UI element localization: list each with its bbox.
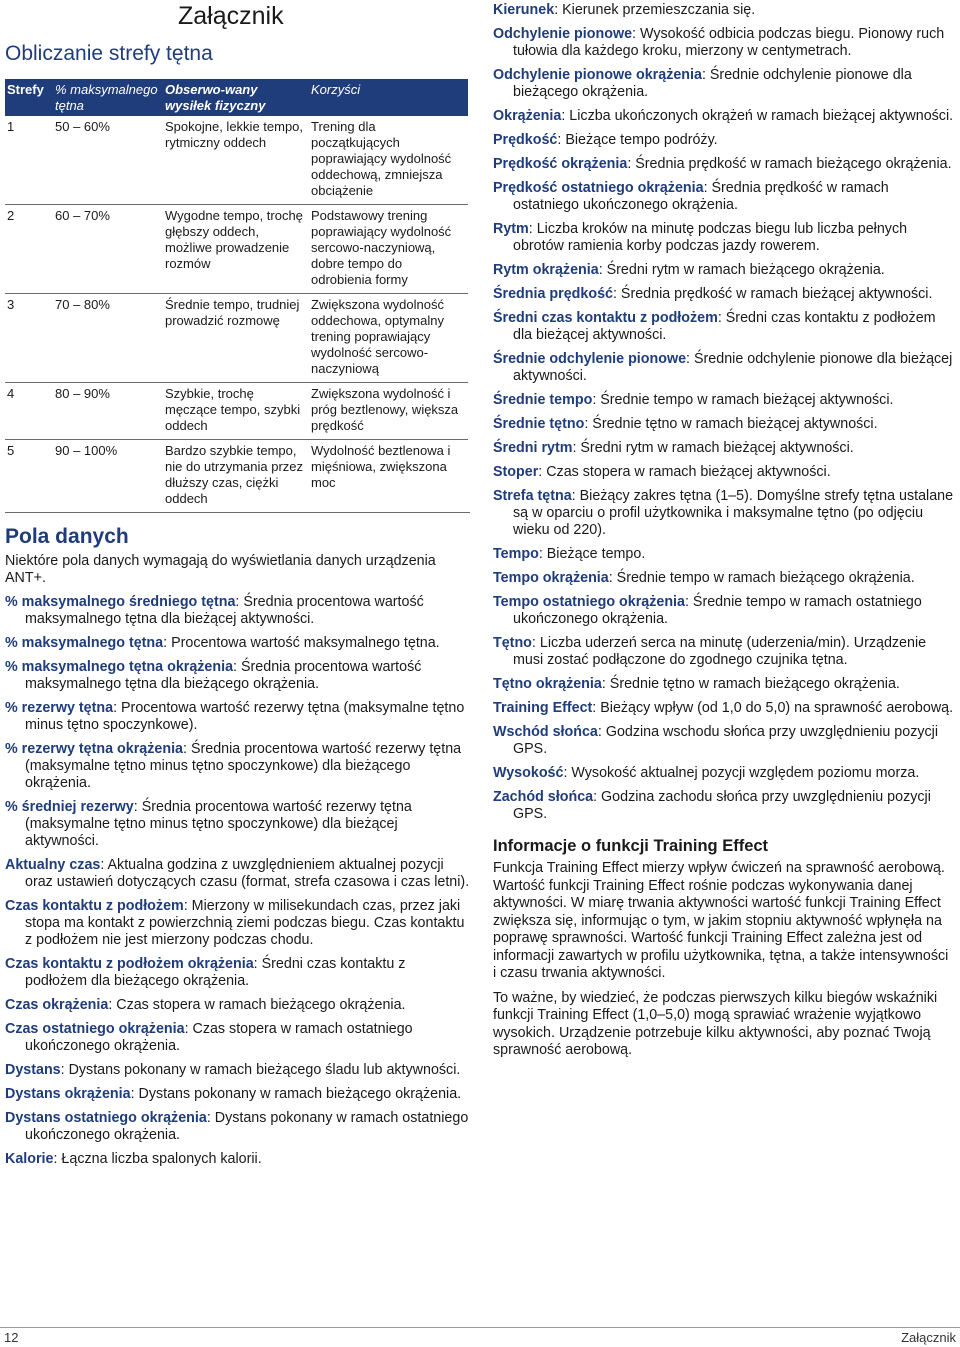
- data-field-description: : Średnia procentowa wartość rezerwy tętna (maksymalne tętno minus tętno spoczynkowe) dla bieżącej aktywności.: [25, 799, 412, 849]
- data-field-description: : Średnia prędkość w ramach bieżącego okrążenia.: [627, 156, 952, 172]
- data-field-term: Tętno: [493, 635, 532, 651]
- data-field-term: Training Effect: [493, 700, 593, 716]
- data-field-description: : Średni czas kontaktu z podłożem dla bieżącej aktywności.: [513, 310, 936, 343]
- data-field-entry: [493, 546, 955, 563]
- data-field-entry: [493, 351, 955, 385]
- data-field-entry: [493, 392, 955, 409]
- data-field-term: % maksymalnego tętna okrążenia: [5, 659, 234, 675]
- table-row: [5, 205, 468, 294]
- data-field-entry: [493, 108, 955, 125]
- data-field-term: % rezerwy tętna: [5, 700, 114, 716]
- table-row: [5, 116, 468, 205]
- percent-cell: 70 – 80%: [55, 297, 110, 312]
- page-number: 12: [4, 1330, 19, 1345]
- data-field-entry: [5, 1062, 470, 1079]
- data-field-term: Tempo okrążenia: [493, 570, 609, 586]
- data-field-description: : Bieżący wpływ (od 1,0 do 5,0) na sprawność aerobową.: [592, 700, 954, 716]
- data-field-description: : Procentowa wartość rezerwy tętna (maksymalne tętno minus tętno spoczynkowe).: [25, 700, 465, 733]
- data-field-entry: [493, 156, 955, 173]
- data-field-term: Prędkość okrążenia: [493, 156, 628, 172]
- data-field-term: Strefa tętna: [493, 488, 572, 504]
- data-field-entry: [5, 898, 470, 949]
- data-field-entry: [493, 765, 955, 782]
- percent-cell: 50 – 60%: [55, 119, 110, 134]
- benefit-cell: Zwiększona wydolność i próg beztlenowy, większa prędkość: [311, 386, 459, 433]
- data-field-entry: [493, 464, 955, 481]
- data-field-description: : Średnie tempo w ramach ostatniego ukończonego okrążenia.: [513, 594, 922, 627]
- zone-cell: 2: [7, 208, 15, 223]
- data-field-entry: [5, 1110, 470, 1144]
- data-field-term: Średni czas kontaktu z podłożem: [493, 310, 718, 326]
- data-field-term: Wschód słońca: [493, 724, 598, 740]
- data-field-description: : Bieżący zakres tętna (1–5). Domyślne strefy tętna ustalane są w oparciu o profil użytkownika i maksymalne tętno (po odjęciu wieku od 220).: [513, 488, 954, 538]
- data-field-term: Dystans: [5, 1062, 61, 1078]
- effort-cell: Wygodne tempo, trochę głębszy oddech, możliwe prowadzenie rozmów: [165, 208, 303, 271]
- data-field-description: : Mierzony w milisekundach czas, przez jaki stopa ma kontakt z powierzchnią ziemi podczas biegu. Czas kontaktu z podłożem nie jest mierzony podczas chodu.: [25, 898, 465, 948]
- data-field-entry: [493, 570, 955, 587]
- data-field-entry: [493, 676, 955, 693]
- data-field-description: : Średnie tempo w ramach bieżącej aktywności.: [592, 392, 894, 408]
- data-field-description: : Wysokość aktualnej pozycji względem poziomu morza.: [563, 765, 920, 781]
- effort-cell: Szybkie, trochę męczące tempo, szybki oddech: [165, 386, 301, 433]
- data-field-entry: [493, 635, 955, 669]
- data-field-term: Odchylenie pionowe: [493, 26, 633, 42]
- data-field-term: Czas ostatniego okrążenia: [5, 1021, 185, 1037]
- data-field-term: Rytm: [493, 221, 529, 237]
- data-field-description: : Dystans pokonany w ramach ostatniego ukończonego okrążenia.: [25, 1110, 469, 1143]
- data-field-entry: [5, 1151, 470, 1168]
- data-field-term: Tempo ostatniego okrążenia: [493, 594, 685, 610]
- data-field-entry: [493, 594, 955, 628]
- data-field-description: : Średni czas kontaktu z podłożem dla bieżącego okrążenia.: [25, 956, 406, 989]
- benefit-cell: Podstawowy trening poprawiający wydolność sercowo-naczyniową, dobre tempo do odrobienia formy: [311, 208, 452, 287]
- data-field-term: Rytm okrążenia: [493, 262, 599, 278]
- data-field-description: : Procentowa wartość maksymalnego tętna.: [163, 635, 440, 651]
- data-field-entry: [493, 310, 955, 344]
- data-field-description: : Średnie tętno w ramach bieżącej aktywności.: [584, 416, 878, 432]
- data-field-entry: [493, 262, 955, 279]
- data-field-description: : Średni rytm w ramach bieżącego okrążenia.: [598, 262, 885, 278]
- data-field-description: : Bieżące tempo podróży.: [557, 132, 718, 148]
- footer-label: Załącznik: [901, 1330, 956, 1345]
- data-field-description: : Średnia prędkość w ramach ostatniego ukończonego okrążenia.: [513, 180, 889, 213]
- data-field-description: : Średnia procentowa wartość maksymalnego tętna dla bieżącego okrążenia.: [25, 659, 422, 692]
- data-field-term: % maksymalnego tętna: [5, 635, 164, 651]
- page-header-title: Załącznik: [178, 2, 284, 30]
- data-field-term: Prędkość ostatniego okrążenia: [493, 180, 704, 196]
- percent-cell: 80 – 90%: [55, 386, 110, 401]
- data-field-description: : Wysokość odbicia podczas biegu. Pionowy ruch tułowia dla każdego kroku, mierzony w centymetrach.: [513, 26, 945, 59]
- column-header-effort: Obserwo-wany wysiłek fizyczny: [165, 82, 266, 113]
- data-field-entry: [5, 635, 470, 652]
- data-field-term: Okrążenia: [493, 108, 562, 124]
- effort-cell: Bardzo szybkie tempo, nie do utrzymania przez dłuższy czas, ciężki oddech: [165, 443, 304, 506]
- data-field-term: Czas kontaktu z podłożem: [5, 898, 184, 914]
- training-effect-paragraph-1: Funkcja Training Effect mierzy wpływ ćwiczeń na sprawność aerobową. Wartość funkcji Training Effect rośnie podczas wykonywania danej aktywności. W miarę trwania aktywności wartość funkcji Training Effect zwiększa się, informując o tym, w jakim stopniu aktywność wpłynęła na poprawę sprawności. Wartość funkcji Training Effect zależna jest od informacji zawartych w profilu użytkownika, tętna, a także intensywności i czasu trwania aktywności.: [493, 860, 949, 981]
- benefit-cell: Trening dla początkujących poprawiający wydolność oddechową, zmniejsza obciążenie: [311, 119, 452, 198]
- zones-table-wrapper: [5, 79, 470, 513]
- data-field-description: : Średnie tętno w ramach bieżącego okrążenia.: [601, 676, 900, 692]
- data-field-term: Zachód słońca: [493, 789, 594, 805]
- effort-cell: Średnie tempo, trudniej prowadzić rozmowę: [165, 297, 300, 328]
- data-field-description: : Średnia procentowa wartość rezerwy tętna (maksymalne tętno minus tętno spoczynkowe) dla bieżącego okrążenia.: [25, 741, 462, 791]
- data-field-term: Dystans ostatniego okrążenia: [5, 1110, 207, 1126]
- data-field-entry: [493, 221, 955, 255]
- data-field-entry: [5, 1021, 470, 1055]
- data-field-description: : Czas stopera w ramach bieżącej aktywności.: [538, 464, 831, 480]
- data-field-entry: [5, 741, 470, 792]
- data-field-entry: [493, 789, 955, 823]
- data-field-description: : Dystans pokonany w ramach bieżącego śladu lub aktywności.: [60, 1062, 461, 1078]
- data-field-entry: [5, 700, 470, 734]
- data-field-term: Średnia prędkość: [493, 286, 613, 302]
- data-field-term: Tempo: [493, 546, 539, 562]
- data-field-term: Tętno okrążenia: [493, 676, 602, 692]
- data-field-entry: [493, 488, 955, 539]
- data-field-term: % średniej rezerwy: [5, 799, 134, 815]
- data-field-description: : Aktualna godzina z uwzględnieniem aktualnej pozycji oraz ustawień dotyczących czasu (format, strefa czasowa i czas letni).: [25, 857, 470, 890]
- training-effect-title: Informacje o funkcji Training Effect: [493, 837, 769, 855]
- data-field-entry: [493, 724, 955, 758]
- data-field-entry: [493, 416, 955, 433]
- fields-intro: Niektóre pola danych wymagają do wyświetlania danych urządzenia ANT+.: [5, 553, 436, 586]
- data-field-description: : Liczba kroków na minutę podczas biegu lub liczba pełnych obrotów ramienia korby podczas jazdy rowerem.: [513, 221, 908, 254]
- data-field-entry: [5, 857, 470, 891]
- data-field-entry: [5, 799, 470, 850]
- data-field-term: Średnie tempo: [493, 392, 593, 408]
- data-field-entry: [493, 132, 955, 149]
- table-row: [5, 294, 468, 383]
- data-field-term: Czas kontaktu z podłożem okrążenia: [5, 956, 254, 972]
- data-field-description: : Średnia procentowa wartość maksymalnego tętna dla bieżącej aktywności.: [25, 594, 424, 627]
- data-field-term: Prędkość: [493, 132, 558, 148]
- left-column: [5, 42, 470, 1175]
- data-field-description: : Łączna liczba spalonych kalorii.: [53, 1151, 262, 1167]
- training-effect-paragraph-2: To ważne, by wiedzieć, że podczas pierwszych kilku biegów wskaźniki funkcji Training Effect (1,0–5,0) mogą sprawiać wrażenie wyjątkowo wysokich. Urządzenie potrzebuje kilku aktywności, aby poznać Twoją sprawność aerobową.: [493, 989, 938, 1058]
- data-field-term: Kierunek: [493, 2, 555, 18]
- data-field-term: Dystans okrążenia: [5, 1086, 131, 1102]
- heart-rate-zones-table: [5, 79, 468, 512]
- zone-cell: 4: [7, 386, 15, 401]
- data-field-description: : Godzina wschodu słońca przy uwzględnieniu pozycji GPS.: [513, 724, 939, 757]
- zone-cell: 1: [7, 119, 15, 134]
- data-field-description: : Średnie tempo w ramach bieżącego okrążenia.: [608, 570, 915, 586]
- data-field-term: % rezerwy tętna okrążenia: [5, 741, 183, 757]
- data-field-description: : Liczba ukończonych okrążeń w ramach bieżącej aktywności.: [561, 108, 954, 124]
- zone-cell: 5: [7, 443, 15, 458]
- data-field-entry: [5, 1086, 470, 1103]
- data-field-entry: [5, 997, 470, 1014]
- zone-cell: 3: [7, 297, 15, 312]
- data-field-term: Średnie odchylenie pionowe: [493, 351, 687, 367]
- data-field-description: : Czas stopera w ramach ostatniego ukończonego okrążenia.: [25, 1021, 413, 1054]
- data-field-entry: [493, 2, 955, 19]
- data-field-description: : Średnie odchylenie pionowe dla bieżącego okrążenia.: [513, 67, 912, 100]
- data-field-term: Odchylenie pionowe okrążenia: [493, 67, 702, 83]
- data-field-description: : Godzina zachodu słońca przy uwzględnieniu pozycji GPS.: [513, 789, 931, 822]
- data-fields-list-right: [493, 2, 955, 823]
- data-field-description: : Liczba uderzeń serca na minutę (uderzenia/min). Urządzenie musi zostać podłączone do zgodnego czujnika tętna.: [513, 635, 927, 668]
- benefit-cell: Wydolność beztlenowa i mięśniowa, zwiększona moc: [311, 443, 451, 490]
- table-row: [5, 440, 468, 513]
- data-field-term: % maksymalnego średniego tętna: [5, 594, 236, 610]
- data-field-description: : Kierunek przemieszczania się.: [554, 2, 756, 18]
- fields-section-title: Pola danych: [5, 525, 129, 548]
- data-field-term: Stoper: [493, 464, 539, 480]
- right-column: [493, 2, 955, 1067]
- column-header-zone: Strefy: [7, 82, 44, 97]
- data-field-term: Średni rytm: [493, 440, 573, 456]
- data-field-entry: [493, 26, 955, 60]
- table-row: [5, 383, 468, 440]
- data-field-description: : Średnie odchylenie pionowe dla bieżącej aktywności.: [513, 351, 953, 384]
- column-header-benefits: Korzyści: [311, 82, 361, 97]
- data-field-description: : Średnia prędkość w ramach bieżącej aktywności.: [612, 286, 933, 302]
- data-field-entry: [493, 700, 955, 717]
- data-field-entry: [493, 440, 955, 457]
- data-field-term: Aktualny czas: [5, 857, 101, 873]
- percent-cell: 60 – 70%: [55, 208, 110, 223]
- data-fields-list-left: [5, 594, 470, 1168]
- data-field-entry: [493, 180, 955, 214]
- data-field-description: : Czas stopera w ramach bieżącego okrążenia.: [108, 997, 406, 1013]
- benefit-cell: Zwiększona wydolność oddechowa, optymalny trening poprawiający wydolność sercowo-naczyniową: [311, 297, 444, 376]
- data-field-description: : Dystans pokonany w ramach bieżącego okrążenia.: [130, 1086, 462, 1102]
- zones-section-title: Obliczanie strefy tętna: [5, 42, 213, 65]
- effort-cell: Spokojne, lekkie tempo, rytmiczny oddech: [165, 119, 304, 150]
- footer-divider: [0, 1327, 960, 1328]
- table-header-row: [5, 79, 468, 116]
- data-field-term: Kalorie: [5, 1151, 54, 1167]
- data-field-description: : Średni rytm w ramach bieżącej aktywności.: [572, 440, 854, 456]
- data-field-term: Średnie tętno: [493, 416, 585, 432]
- data-field-entry: [493, 67, 955, 101]
- column-header-percent: % maksymalnego tętna: [55, 82, 158, 113]
- data-field-description: : Bieżące tempo.: [538, 546, 646, 562]
- data-field-entry: [5, 659, 470, 693]
- data-field-term: Czas okrążenia: [5, 997, 109, 1013]
- data-field-entry: [5, 594, 470, 628]
- percent-cell: 90 – 100%: [55, 443, 118, 458]
- data-field-entry: [5, 956, 470, 990]
- data-field-entry: [493, 286, 955, 303]
- data-field-term: Wysokość: [493, 765, 564, 781]
